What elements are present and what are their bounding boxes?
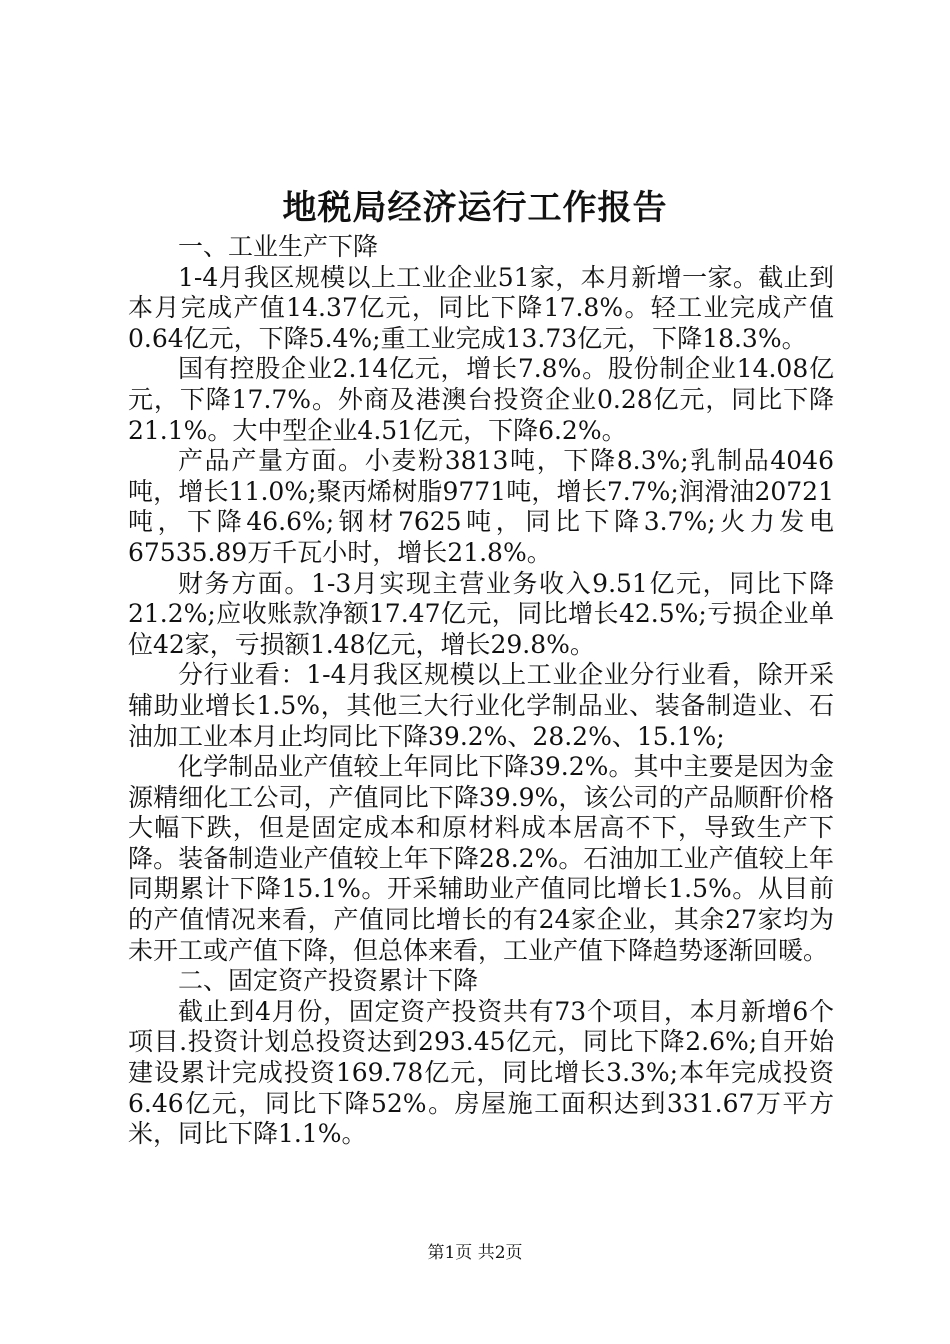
paragraph-industrial-output: 1-4月我区规模以上工业企业51家，本月新增一家。截止到本月完成产值14.37亿元，同比下降17.8%。轻工业完成产值0.64亿元，下降5.4%;重工业完成13.73亿元，下降18.3%。 [128,262,834,353]
section-heading-industry: 一、工业生产下降 [178,232,379,261]
paragraph-fixed-investment: 截止到4月份，固定资产投资共有73个项目，本月新增6个项目.投资计划总投资达到293.45亿元，同比下降2.6%;自开始建设累计完成投资169.78亿元，同比增长3.3%;本年完成投资6.46亿元，同比下降52%。房屋施工面积达到331.67万平方米，同比下降1.1%。 [128,996,834,1149]
paragraph-finance: 财务方面。1-3月实现主营业务收入9.51亿元，同比下降21.2%;应收账款净额17.47亿元，同比增长42.5%;亏损企业单位42家，亏损额1.48亿元，增长29.8%。 [128,568,834,659]
document-body [128,232,834,1150]
section-heading-investment: 二、固定资产投资累计下降 [178,966,479,996]
document-title: 地税局经济运行工作报告 [282,188,668,228]
paragraph-enterprise-types: 国有控股企业2.14亿元，增长7.8%。股份制企业14.08亿元，下降17.7%。外商及港澳台投资企业0.28亿元，同比下降21.1%。大中型企业4.51亿元，下降6.2%。 [128,354,834,445]
paragraph-chemical-industry: 化学制品业产值较上年同比下降39.2%。其中主要是因为金源精细化工公司，产值同比下降39.9%，该公司的产品顺酐价格大幅下跌，但是固定成本和原材料成本居高不下，导致生产下降。装备制造业产值较上年下降28.2%。石油加工业产值较上年同期累计下降15.1%。开采辅助业产值同比增长1.5%。从目前的产值情况来看，产值同比增长的有24家企业，其余27家均为未开工或产值下降，但总体来看，工业产值下降趋势逐渐回暖。 [128,752,834,965]
paragraph-by-industry: 分行业看：1-4月我区规模以上工业企业分行业看，除开采辅助业增长1.5%，其他三大行业化学制品业、装备制造业、石油加工业本月止均同比下降39.2%、28.2%、15.1%; [128,660,834,751]
paragraph-product-output: 产品产量方面。小麦粉3813吨，下降8.3%;乳制品4046吨，增长11.0%;聚丙烯树脂9771吨，增长7.7%;润滑油20721吨，下降46.6%;钢材7625吨，同比下降3.7%;火力发电67535.89万千瓦小时，增长21.8%。 [128,446,834,567]
page-footer: 第1页 共2页 [427,1243,523,1263]
